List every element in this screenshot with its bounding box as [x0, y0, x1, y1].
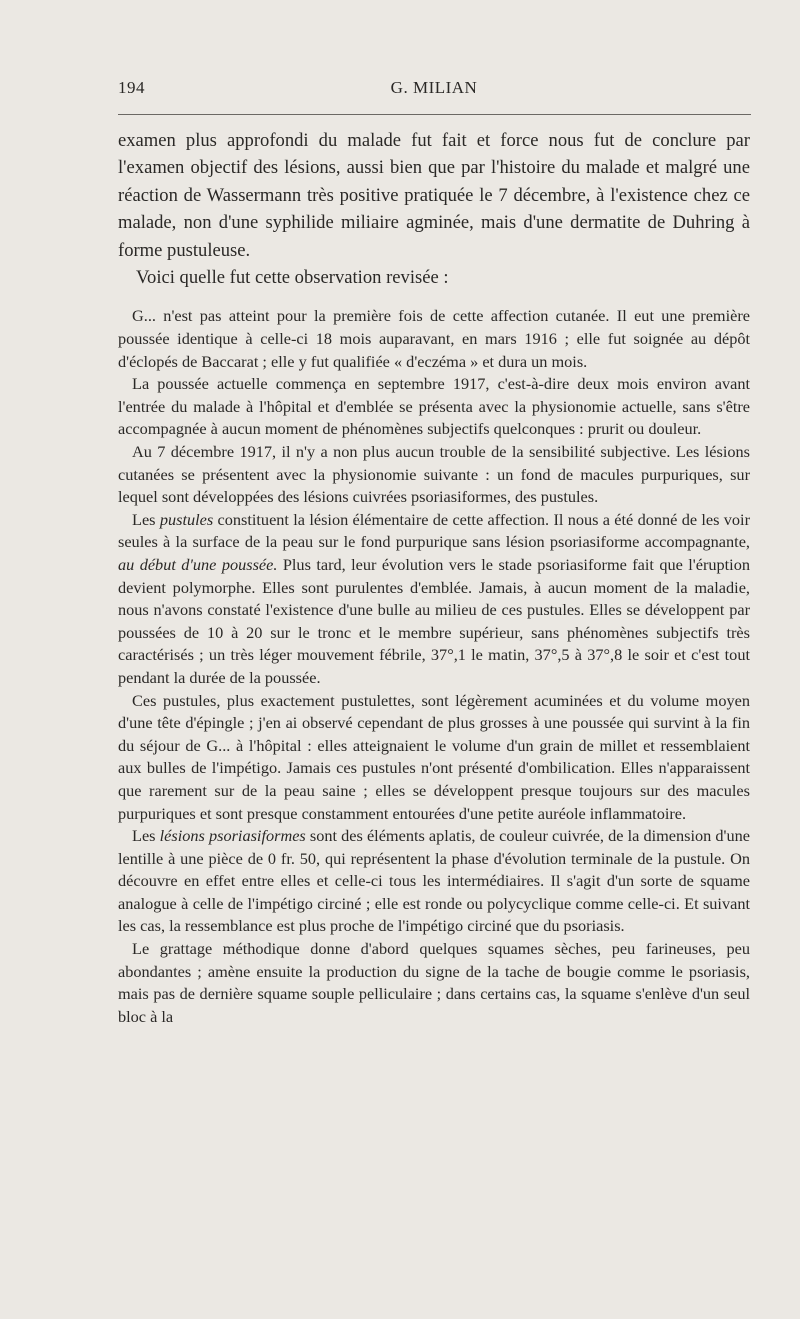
observation-text	[118, 305, 750, 1028]
observation-paragraph	[118, 509, 750, 690]
page-header	[118, 78, 750, 100]
emphasis-term: pustules	[159, 509, 214, 529]
observation-paragraph: La poussée actuelle commença en septembre 1917, c'est-à-dire deux mois environ avant l'entrée du malade à l'hôpital et d'emblée se présenta avec la physionomie actuelle, sans s'être accompagnée à aucun moment de phénomènes subjectifs quelconques : prurit ou douleur.	[118, 374, 750, 439]
emphasis-term: lésions psoriasiformes	[159, 826, 306, 846]
observation-paragraph: G... n'est pas atteint pour la première fois de cette affection cutanée. Il eut une première poussée identique à celle-ci 18 mois auparavant, en mars 1916 ; elle fut soignée au dépôt d'éclopés de Baccarat ; elle y fut qualifiée « d'eczéma » et dura un mois.	[118, 306, 750, 371]
running-head: G. MILIAN	[390, 78, 478, 97]
text-run: Plus tard, leur évolution vers le stade psoriasiforme fait que l'éruption devient polymorphe. Elles sont purulentes d'emblée. Jamais, à aucun moment de la maladie, nous n'avons constaté l'existence d'une bulle au milieu de ces pustules. Elles se développent par poussées de 10 à 20 sur le tronc et le membre supérieur, sans phénomènes subjectifs très caractérisés ; un très léger mouvement fébrile, 37°,1 le matin, 37°,5 à 37°,8 le soir et c'est tout pendant la durée de la poussée.	[118, 554, 750, 687]
emphasis-term: au début d'une poussée.	[118, 554, 278, 574]
text-run: Les	[132, 509, 160, 529]
observation-paragraph: Le grattage méthodique donne d'abord quelques squames sèches, peu farineuses, peu abondantes ; amène ensuite la production du signe de la tache de bougie comme le psoriasis, mais pas de dernière squame souple pelliculaire ; dans certains cas, la squame s'enlève d'un seul bloc à la	[118, 939, 750, 1026]
intro-paragraph: examen plus approfondi du malade fut fait et force nous fut de conclure par l'examen objectif des lésions, aussi bien que par l'histoire du malade et malgré une réaction de Wassermann très positive pratiquée le 7 décembre, à l'existence chez ce malade, non d'une syphilide miliaire agminée, mais d'une dermatite de Duhring à forme pustuleuse.	[118, 130, 750, 261]
intro-paragraph: Voici quelle fut cette observation revisée :	[136, 267, 449, 289]
observation-paragraph: Au 7 décembre 1917, il n'y a non plus aucun trouble de la sensibilité subjective. Les lésions cutanées se présentent avec la physionomie suivante : un fond de macules purpuriques, sur lequel sont développées des lésions cuivrées psoriasiformes, des pustules.	[118, 442, 750, 507]
page-number: 194	[118, 78, 145, 97]
text-run: Les	[132, 826, 160, 846]
header-rule	[118, 114, 751, 115]
text-run: constituent la lésion élémentaire de cette affection. Il nous a été donné de les voir seules à la surface de la peau sur le fond purpurique sans lésion psoriasiforme accompagnante,	[118, 509, 750, 552]
observation-paragraph	[118, 825, 750, 938]
observation-paragraph: Ces pustules, plus exactement pustulettes, sont légèrement acuminées et du volume moyen d'une tête d'épingle ; j'en ai observé cependant de plus grosses à une poussée qui survint à la fin du séjour de G... à l'hôpital : elles atteignaient le volume d'un grain de millet et ressemblaient aux bulles de l'impétigo. Jamais ces pustules n'ont présenté d'ombilication. Elles n'apparaissent que rarement sur de la peau saine ; elles se développent presque toujours sur des macules purpuriques et sont presque constamment entourées d'une petite auréole inflammatoire.	[118, 690, 750, 823]
text-run: sont des éléments aplatis, de couleur cuivrée, de la dimension d'une lentille à une pièce de 0 fr. 50, qui représentent la phase d'évolution terminale de la pustule. On découvre en effet entre elles et celle-ci tous les intermédiaires. Il s'agit d'un sorte de squame analogue à celle de l'impétigo circiné ; elle est ronde ou polycyclique comme celle-ci. Et suivant les cas, la ressemblance est plus proche de l'impétigo circiné que du psoriasis.	[118, 826, 750, 936]
intro-text	[118, 127, 750, 291]
